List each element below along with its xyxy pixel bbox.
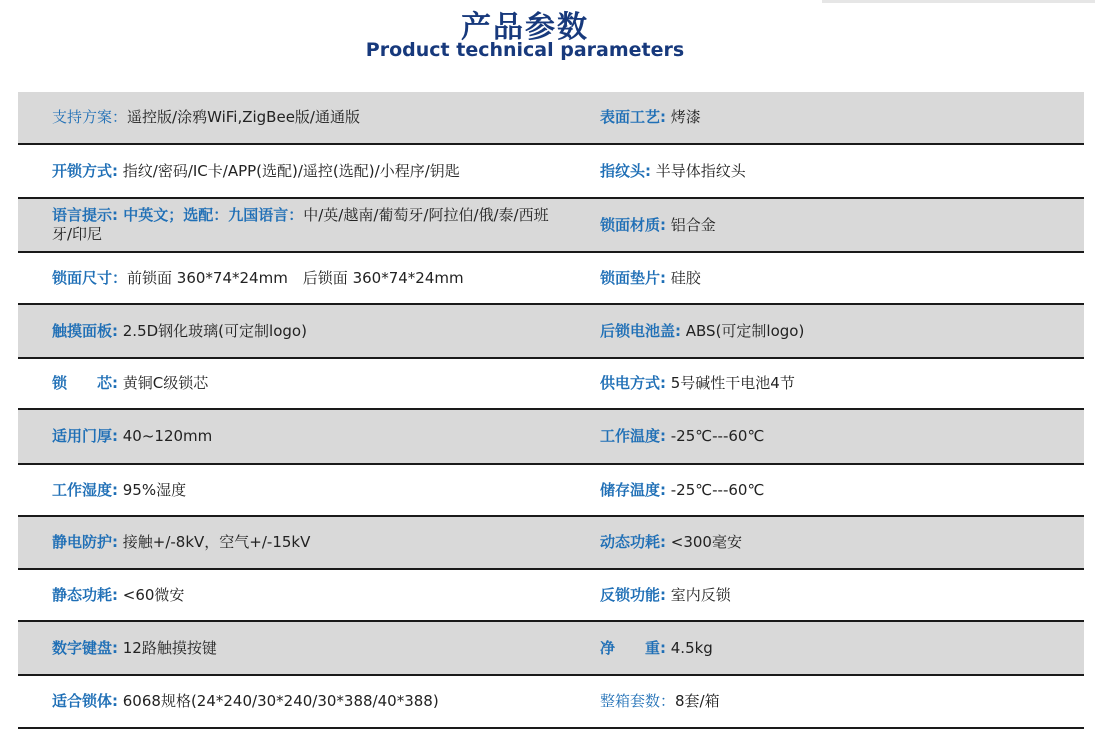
param-value: 指纹/密码/IC卡/APP(选配)/遥控(选配)/小程序/钥匙 <box>118 161 460 180</box>
param-value: <60微安 <box>118 585 185 604</box>
param-label: 供电方式: <box>600 374 666 392</box>
param-label: 支持方案： <box>52 108 128 126</box>
param-cell <box>566 533 1084 552</box>
param-value: 中/英/越南/葡萄牙/阿拉伯/俄/泰/西班牙/印尼 <box>52 206 549 243</box>
param-value: 4.5kg <box>666 638 713 657</box>
param-label: 静电防护: <box>52 533 118 551</box>
param-value: 硅胶 <box>666 268 701 287</box>
param-cell <box>566 481 1084 500</box>
table-row <box>18 199 1084 253</box>
param-value: 烤漆 <box>666 108 701 126</box>
param-value: ABS(可定制logo) <box>681 321 805 340</box>
param-cell <box>566 216 1084 235</box>
param-cell <box>566 427 1084 446</box>
param-cell <box>18 374 566 393</box>
param-label: 净 重: <box>600 638 666 657</box>
param-label: 适合锁体: <box>52 692 118 710</box>
param-cell <box>18 639 566 658</box>
table-row <box>18 570 1084 622</box>
param-cell <box>566 586 1084 605</box>
param-label: 动态功耗: <box>600 533 666 551</box>
param-cell <box>18 692 566 711</box>
param-label: 表面工艺: <box>600 108 666 126</box>
param-value: 室内反锁 <box>666 585 731 604</box>
param-highlight: 中英文；选配：九国语言： <box>118 206 304 224</box>
param-cell <box>566 269 1084 288</box>
param-cell <box>18 108 566 127</box>
table-row <box>18 92 1084 145</box>
param-value: 前锁面 360*74*24mm 后锁面 360*74*24mm <box>127 268 464 287</box>
param-label: 反锁功能: <box>600 585 666 604</box>
table-row <box>18 305 1084 359</box>
param-label: 语言提示: <box>52 206 118 224</box>
table-row <box>18 359 1084 410</box>
param-value: 接触+/-8kV，空气+/-15kV <box>118 533 311 551</box>
param-label: 锁 芯: <box>52 374 118 392</box>
param-label: 数字键盘: <box>52 638 118 657</box>
param-label: 后锁电池盖: <box>600 321 681 340</box>
table-row <box>18 622 1084 676</box>
param-value: 铝合金 <box>666 215 716 234</box>
param-label: 锁面尺寸： <box>52 268 128 287</box>
param-label: 储存温度: <box>600 480 666 499</box>
param-cell <box>18 322 566 341</box>
param-label: 锁面材质: <box>600 215 666 234</box>
param-cell <box>18 206 566 244</box>
param-label: 指纹头: <box>600 161 651 180</box>
param-cell <box>18 586 566 605</box>
param-value: 黄铜C级锁芯 <box>118 374 209 392</box>
table-row <box>18 465 1084 517</box>
param-cell <box>18 481 566 500</box>
param-cell <box>18 427 566 446</box>
param-value: 5号碱性干电池4节 <box>666 374 795 392</box>
param-cell <box>566 692 1084 711</box>
param-label: 工作湿度: <box>52 480 118 499</box>
param-value: -25℃---60℃ <box>666 480 765 499</box>
param-cell <box>18 533 566 552</box>
param-label: 整箱套数： <box>600 692 676 710</box>
param-label: 静态功耗: <box>52 585 118 604</box>
table-row <box>18 253 1084 305</box>
table-row <box>18 145 1084 199</box>
param-cell <box>18 162 566 181</box>
param-value: 40~120mm <box>118 427 213 445</box>
page-title-cn: 产品参数 <box>461 10 589 45</box>
table-row <box>18 517 1084 570</box>
param-value: 12路触摸按键 <box>118 638 217 657</box>
param-label: 适用门厚: <box>52 427 118 445</box>
parameters-table <box>18 92 1084 729</box>
param-value: 6068规格(24*240/30*240/30*388/40*388) <box>118 692 439 710</box>
param-value: 遥控版/涂鸦WiFi,ZigBee版/通通版 <box>127 108 360 126</box>
param-cell <box>18 269 566 288</box>
param-cell <box>566 374 1084 393</box>
param-value: 2.5D钢化玻璃(可定制logo) <box>118 321 307 340</box>
param-cell <box>566 108 1084 127</box>
param-value: 8套/箱 <box>675 692 720 710</box>
param-cell <box>566 162 1084 181</box>
param-value: 半导体指纹头 <box>651 161 746 180</box>
param-cell <box>566 639 1084 658</box>
table-row <box>18 676 1084 729</box>
param-label: 开锁方式: <box>52 161 118 180</box>
table-row <box>18 410 1084 465</box>
param-label: 工作温度: <box>600 427 666 445</box>
param-cell <box>566 322 1084 341</box>
param-value: 95%湿度 <box>118 480 187 499</box>
param-value: -25℃---60℃ <box>666 427 765 445</box>
param-label: 触摸面板: <box>52 321 118 340</box>
param-value: <300毫安 <box>666 533 742 551</box>
param-label: 锁面垫片: <box>600 268 666 287</box>
page-title-en: Product technical parameters <box>365 39 685 61</box>
